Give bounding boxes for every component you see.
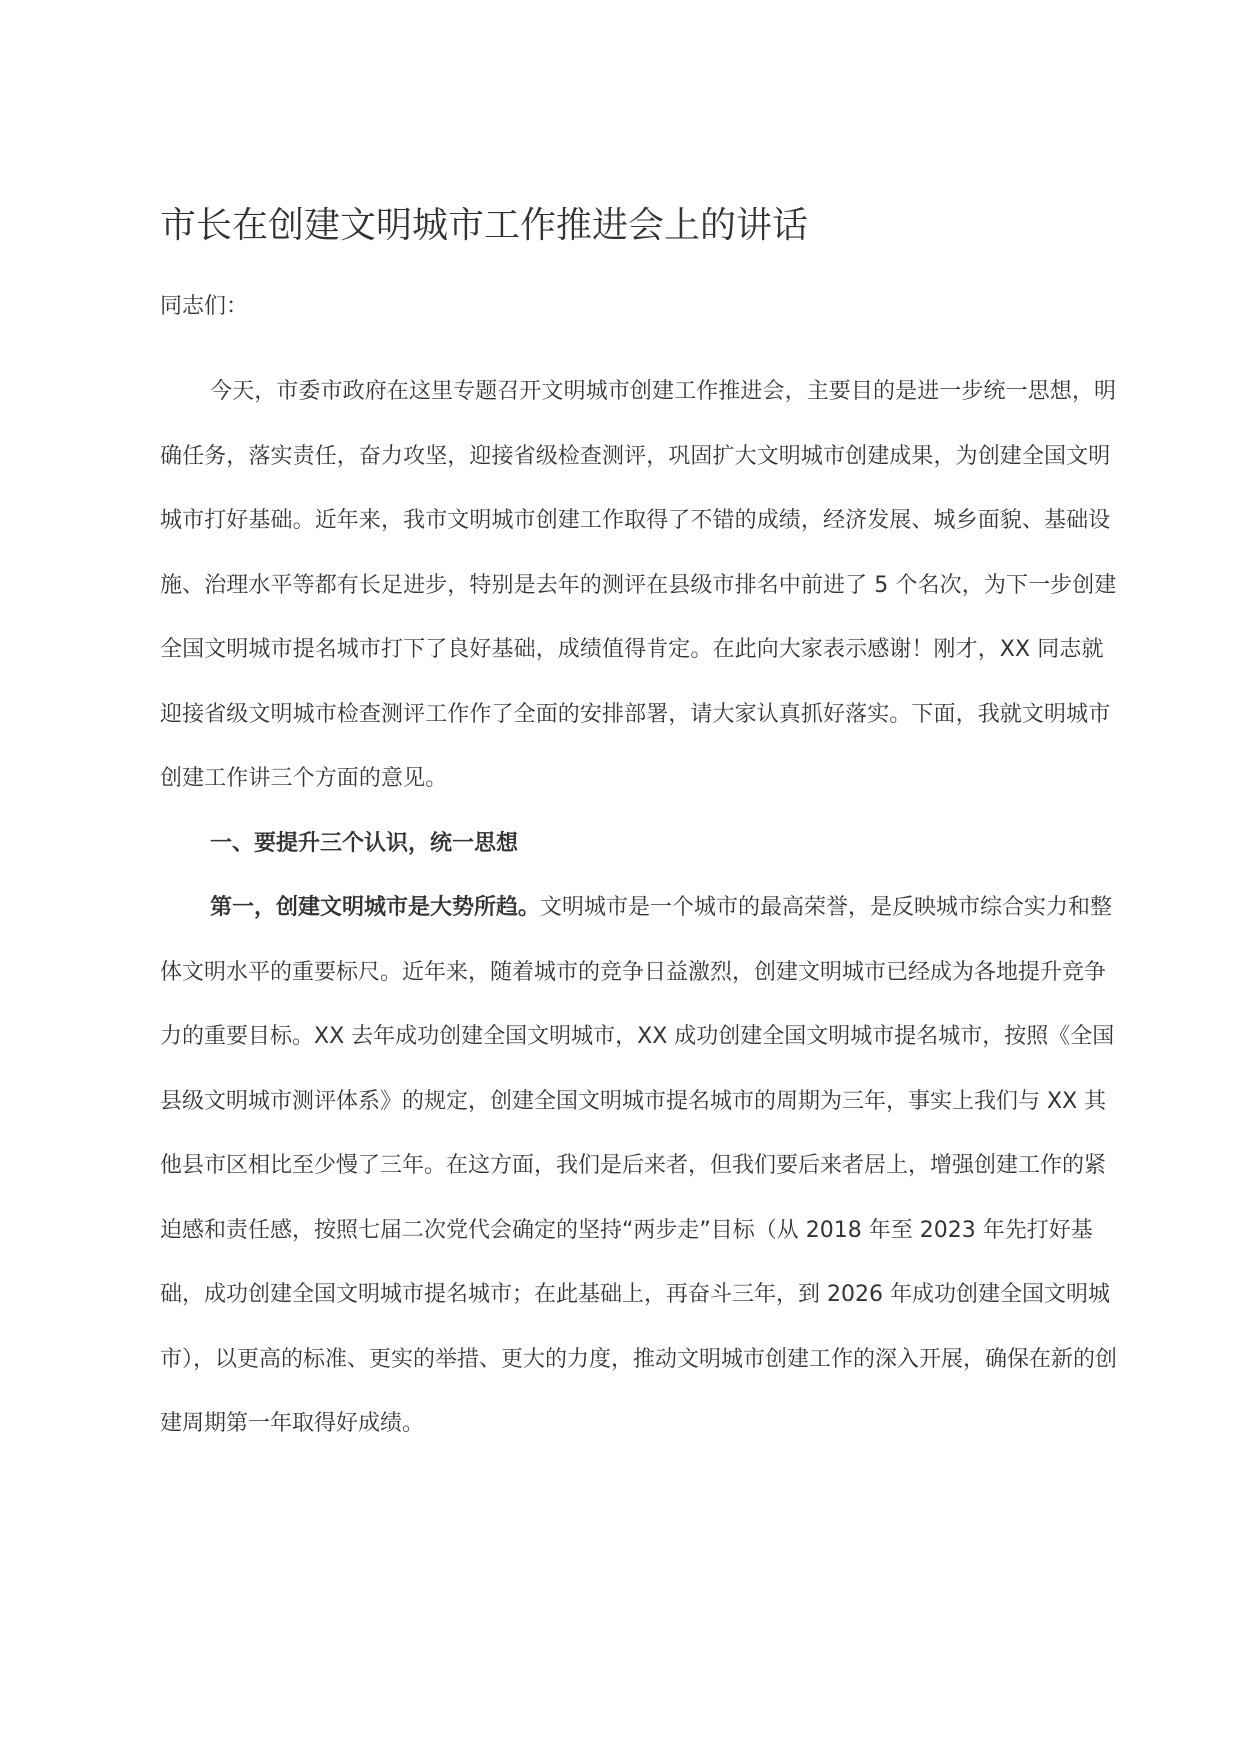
document-title: 市长在创建文明城市工作推进会上的讲话 xyxy=(160,205,809,246)
salutation: 同志们： xyxy=(160,294,249,319)
section-heading: 一、要提升三个认识，统一思想 xyxy=(210,830,519,856)
point-one-paragraph xyxy=(160,876,1120,1457)
point-one-body: 文明城市是一个城市的最高荣誉，是反映城市综合实力和整体文明水平的重要标尺。近年来，随着城市的竞争日益激烈，创建文明城市已经成为各地提升竞争力的重要目标。XX 去年成功创建全国文明城市，XX 成功创建全国文明城市提名城市，按照《全国县级文明城市测评体系》的规定，创建全国文明城市提名城市的周期为三年，事实上我们与 XX 其他县市区相比至少慢了三年。在这方面，我们是后来者，但我们要后来者居上，增强创建工作的紧迫感和责任感，按照七届二次党代会确定的坚持“两步走”目标（从 2018 年至 2023 年先打好基础，成功创建全国文明城市提名城市；在此基础上，再奋斗三年，到 2026 年成功创建全国文明城市），以更高的标准、更实的举措、更大的力度，推动文明城市创建工作的深入开展，确保在新的创建周期第一年取得好成绩。 xyxy=(160,895,1118,1436)
point-one-lead: 第一，创建文明城市是大势所趋。 xyxy=(210,895,541,920)
document-page xyxy=(160,196,1120,1457)
intro-paragraph: 今天，市委市政府在这里专题召开文明城市创建工作推进会，主要目的是进一步统一思想，明确任务，落实责任，奋力攻坚，迎接省级检查测评，巩固扩大文明城市创建成果，为创建全国文明城市打好基础。近年来，我市文明城市创建工作取得了不错的成绩，经济发展、城乡面貌、基础设施、治理水平等都有长足进步，特别是去年的测评在县级市排名中前进了 5 个名次，为下一步创建全国文明城市提名城市打下了良好基础，成绩值得肯定。在此向大家表示感谢！刚才，XX 同志就迎接省级文明城市检查测评工作作了全面的安排部署，请大家认真抓好落实。下面，我就文明城市创建工作讲三个方面的意见。 xyxy=(160,379,1117,791)
